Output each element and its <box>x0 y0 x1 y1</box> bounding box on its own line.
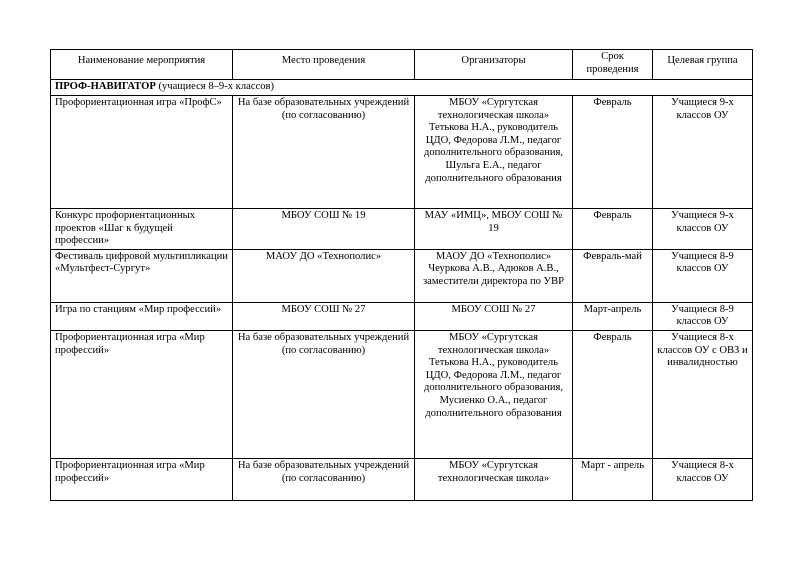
cell-place: На базе образовательных учреждений (по согласованию) <box>233 458 415 500</box>
cell-term: Февраль-май <box>573 249 653 302</box>
cell-organizers: МБОУ «Сургутская технологическая школа» Тетькова Н.А., руководитель ЦДО, Федорова Л.М., педагог дополнительного образования, Мусиенко О.А., педагог дополнительного образования <box>415 330 573 458</box>
cell-organizers: МБОУ СОШ № 27 <box>415 302 573 330</box>
cell-term: Март - апрель <box>573 458 653 500</box>
section-title: ПРОФ-НАВИГАТОР <box>55 81 156 92</box>
header-event-name: Наименование мероприятия <box>51 50 233 80</box>
table-row <box>51 209 753 250</box>
table-header-row <box>51 50 753 80</box>
cell-organizers: МБОУ «Сургутская технологическая школа» Тетькова Н.А., руководитель ЦДО, Федорова Л.М., педагог дополнительного образования, Шульга Е.А., педагог дополнительного образования <box>415 96 573 209</box>
cell-event-name: Профориентационная игра «ПрофС» <box>51 96 233 209</box>
table-row <box>51 249 753 302</box>
header-place: Место проведения <box>233 50 415 80</box>
cell-target-group: Учащиеся 8-х классов ОУ с ОВЗ и инвалидностью <box>653 330 753 458</box>
cell-target-group: Учащиеся 8-х классов ОУ <box>653 458 753 500</box>
section-row <box>51 80 753 96</box>
cell-target-group: Учащиеся 8-9 классов ОУ <box>653 302 753 330</box>
cell-term: Февраль <box>573 96 653 209</box>
header-term: Срок проведения <box>573 50 653 80</box>
cell-event-name: Профориентационная игра «Мир профессий» <box>51 458 233 500</box>
cell-place: МАОУ ДО «Технополис» <box>233 249 415 302</box>
cell-place: МБОУ СОШ № 27 <box>233 302 415 330</box>
table-row <box>51 458 753 500</box>
table-row <box>51 302 753 330</box>
cell-event-name: Игра по станциям «Мир профессий» <box>51 302 233 330</box>
cell-organizers: МБОУ «Сургутская технологическая школа» <box>415 458 573 500</box>
section-note: (учащиеся 8–9-х классов) <box>155 81 275 92</box>
cell-event-name: Профориентационная игра «Мир профессий» <box>51 330 233 458</box>
cell-event-name: Конкурс профориентационных проектов «Шаг к будущей профессии» <box>51 209 233 250</box>
cell-target-group: Учащиеся 9-х классов ОУ <box>653 96 753 209</box>
cell-place: На базе образовательных учреждений (по согласованию) <box>233 96 415 209</box>
cell-organizers: МАУ «ИМЦ», МБОУ СОШ № 19 <box>415 209 573 250</box>
cell-place: МБОУ СОШ № 19 <box>233 209 415 250</box>
cell-event-name: Фестиваль цифровой мультипликации «Мультфест-Сургут» <box>51 249 233 302</box>
cell-term: Март-апрель <box>573 302 653 330</box>
section-heading <box>51 80 753 96</box>
cell-target-group: Учащиеся 8-9 классов ОУ <box>653 249 753 302</box>
cell-place: На базе образовательных учреждений (по согласованию) <box>233 330 415 458</box>
header-organizers: Организаторы <box>415 50 573 80</box>
header-target-group: Целевая группа <box>653 50 753 80</box>
cell-target-group: Учащиеся 9-х классов ОУ <box>653 209 753 250</box>
table-row <box>51 96 753 209</box>
cell-term: Февраль <box>573 209 653 250</box>
events-table <box>50 49 753 501</box>
cell-organizers: МАОУ ДО «Технополис» Чеуркова А.В., Адюков А.В., заместители директора по УВР <box>415 249 573 302</box>
cell-term: Февраль <box>573 330 653 458</box>
table-row <box>51 330 753 458</box>
